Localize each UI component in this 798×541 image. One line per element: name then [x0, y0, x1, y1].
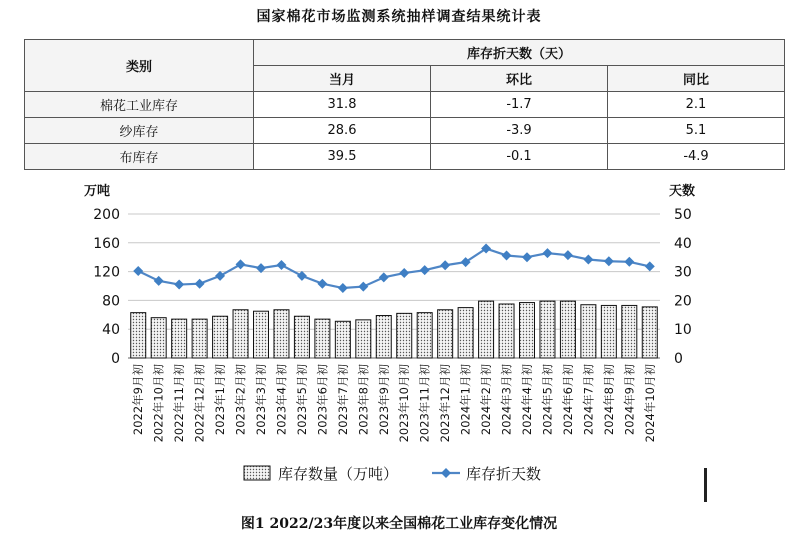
subheader-current: 当月: [254, 66, 431, 92]
legend-bar-swatch: [244, 466, 270, 480]
cell-value: 39.5: [254, 144, 431, 170]
days-point: [379, 272, 389, 282]
x-tick-label: 2023年12月初: [438, 364, 453, 443]
legend-line-label: 库存折天数: [466, 465, 542, 483]
x-tick-label: 2024年3月初: [499, 364, 514, 436]
days-point: [317, 279, 327, 289]
row-label: 布库存: [25, 144, 254, 170]
x-tick-label: 2024年6月初: [560, 364, 575, 436]
inventory-bar: [192, 319, 207, 358]
group-header: 库存折天数（天）: [254, 40, 785, 66]
days-point: [440, 260, 450, 270]
right-tick-label: 20: [674, 293, 692, 310]
inventory-bar: [438, 310, 453, 358]
subheader-yoy: 同比: [608, 66, 785, 92]
inventory-bar: [151, 318, 166, 358]
inventory-bar: [172, 319, 187, 358]
figure-caption: 图1 2022/23年度以来全国棉花工业库存变化情况: [240, 516, 558, 532]
days-point: [215, 271, 225, 281]
inventory-bar: [581, 305, 596, 358]
days-point: [645, 261, 655, 271]
x-tick-label: 2022年9月初: [131, 364, 146, 436]
inventory-bar: [254, 311, 269, 358]
x-tick-label: 2024年7月初: [581, 364, 596, 436]
cell-value: -3.9: [431, 118, 608, 144]
days-point: [276, 260, 286, 270]
x-tick-label: 2023年9月初: [376, 364, 391, 436]
x-tick-label: 2024年4月初: [520, 364, 534, 436]
x-tick-label: 2023年8月初: [356, 364, 371, 436]
inventory-bar: [560, 301, 575, 358]
row-label: 纱库存: [25, 118, 254, 144]
category-header: 类别: [25, 40, 254, 92]
days-line: [138, 249, 650, 288]
days-point: [583, 255, 593, 265]
left-tick-label: 80: [102, 293, 120, 310]
inventory-chart: [0, 180, 798, 500]
inventory-bar: [397, 313, 412, 358]
left-tick-label: 120: [93, 264, 120, 281]
inventory-bar: [376, 316, 391, 358]
right-tick-label: 40: [674, 235, 692, 252]
inventory-bar: [274, 310, 289, 358]
x-tick-label: 2023年3月初: [254, 364, 268, 436]
cell-value: -4.9: [608, 144, 785, 170]
table-row: [25, 118, 785, 144]
left-axis-unit: 万吨: [84, 184, 111, 199]
days-point: [236, 259, 246, 269]
days-point: [399, 268, 409, 278]
left-tick-label: 160: [93, 235, 120, 252]
inventory-bar: [335, 321, 350, 358]
x-tick-label: 2023年11月初: [417, 364, 432, 443]
days-point: [358, 282, 368, 292]
days-point: [563, 250, 573, 260]
days-point: [604, 256, 614, 266]
x-tick-label: 2024年10月初: [642, 364, 657, 443]
row-label: 棉花工业库存: [25, 92, 254, 118]
cell-value: 28.6: [254, 118, 431, 144]
x-tick-label: 2024年9月初: [622, 364, 637, 436]
inventory-bar: [356, 320, 371, 358]
left-tick-label: 40: [102, 322, 120, 339]
days-point: [420, 265, 430, 275]
right-tick-label: 30: [674, 264, 692, 281]
days-point: [338, 283, 348, 293]
days-point: [502, 250, 512, 260]
x-tick-label: 2023年2月初: [233, 364, 248, 436]
x-tick-label: 2023年1月初: [213, 364, 228, 436]
x-tick-label: 2024年5月初: [540, 364, 555, 436]
cell-value: 31.8: [254, 92, 431, 118]
vertical-mark: [704, 468, 707, 502]
right-tick-label: 10: [674, 322, 692, 339]
legend-bar-label: 库存数量（万吨）: [278, 465, 399, 483]
subheader-mom: 环比: [431, 66, 608, 92]
inventory-bar: [540, 301, 555, 358]
inventory-bar: [499, 304, 514, 358]
inventory-bar: [642, 307, 657, 358]
cell-value: 2.1: [608, 92, 785, 118]
days-point: [154, 276, 164, 286]
x-tick-label: 2023年10月初: [397, 364, 412, 443]
days-point: [522, 252, 532, 262]
table-header-row: [25, 40, 785, 66]
days-point: [133, 266, 143, 276]
left-tick-label: 0: [111, 351, 120, 367]
days-point: [195, 279, 205, 289]
inventory-bar: [520, 303, 535, 358]
inventory-bar: [315, 319, 330, 358]
x-tick-label: 2023年7月初: [335, 364, 350, 436]
right-tick-label: 0: [674, 351, 683, 367]
table-row: [25, 144, 785, 170]
x-tick-label: 2023年5月初: [294, 364, 309, 436]
inventory-bar: [294, 316, 309, 358]
right-tick-label: 50: [674, 207, 692, 223]
x-tick-label: 2023年4月初: [274, 364, 289, 436]
table-title: 国家棉花市场监测系统抽样调查结果统计表: [256, 9, 542, 25]
x-tick-label: 2022年12月初: [192, 364, 207, 443]
inventory-bar: [131, 313, 146, 358]
cell-value: -1.7: [431, 92, 608, 118]
x-tick-label: 2022年11月初: [172, 364, 187, 443]
stats-table: [24, 39, 785, 170]
inventory-bar: [417, 313, 432, 358]
days-point: [624, 257, 634, 267]
days-point: [542, 248, 552, 258]
days-point: [297, 271, 307, 281]
cell-value: -0.1: [431, 144, 608, 170]
inventory-bar: [601, 305, 616, 358]
x-tick-label: 2023年6月初: [315, 364, 330, 436]
inventory-bar: [622, 305, 637, 358]
x-tick-label: 2024年1月初: [458, 364, 473, 436]
right-axis-unit: 天数: [669, 184, 696, 199]
inventory-bar: [479, 301, 494, 358]
inventory-bar: [458, 308, 473, 358]
x-tick-label: 2024年8月初: [601, 364, 616, 436]
cell-value: 5.1: [608, 118, 785, 144]
days-point: [174, 280, 184, 290]
x-tick-label: 2024年2月初: [479, 364, 494, 436]
table-row: [25, 92, 785, 118]
inventory-bar: [233, 310, 248, 358]
inventory-bar: [213, 316, 228, 358]
left-tick-label: 200: [93, 207, 120, 223]
legend-line-marker: [441, 468, 451, 478]
x-tick-label: 2022年10月初: [151, 364, 166, 443]
